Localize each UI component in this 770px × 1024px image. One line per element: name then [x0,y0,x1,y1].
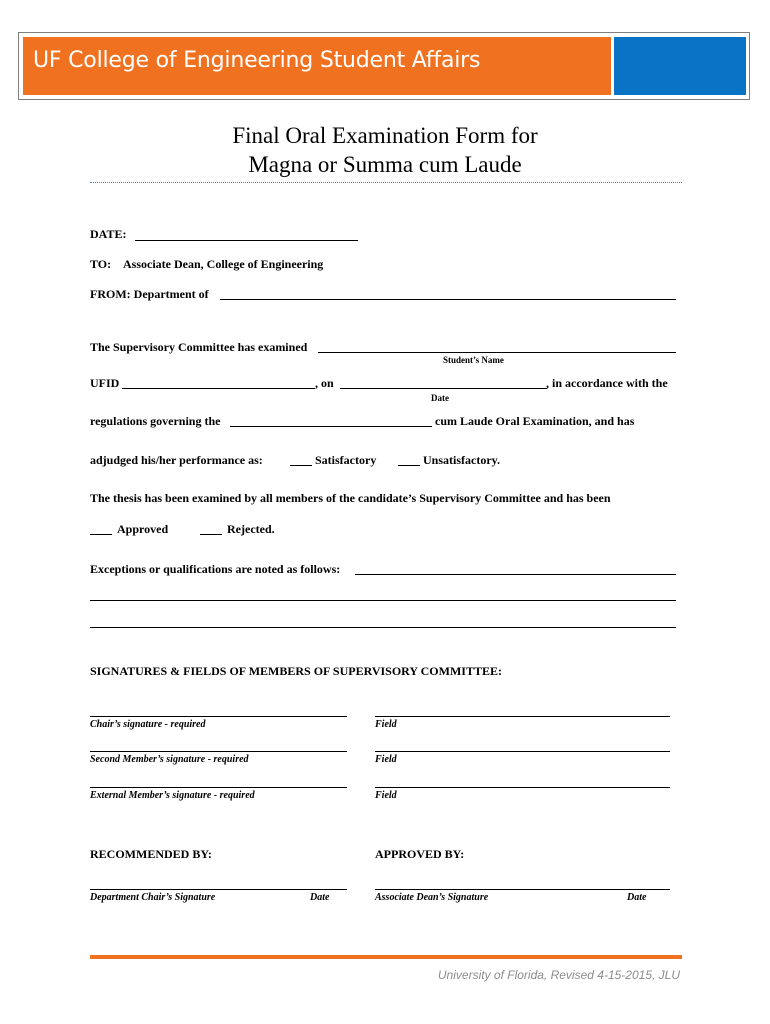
unsatisfactory-label: Unsatisfactory. [423,453,500,467]
exceptions-label: Exceptions or qualifications are noted as follows: [90,562,341,576]
header-banner-title: UF College of Engineering Student Affairs [33,48,481,73]
dept-chair-signature-caption: Department Chair’s Signature [90,892,216,903]
from-label: FROM: Department of [90,287,209,301]
second-member-signature-line[interactable] [90,751,347,752]
date-label: DATE: [90,227,127,241]
signatures-heading: SIGNATURES & FIELDS OF MEMBERS OF SUPERVISORY COMMITTEE: [90,664,502,678]
external-member-signature-line[interactable] [90,787,347,788]
external-member-field-line[interactable] [375,787,670,788]
adjudged-label: adjudged his/her performance as: [90,453,263,467]
department-field-line[interactable] [220,299,676,300]
form-title-line2: Magna or Summa cum Laude [248,152,522,177]
chair-signature-caption: Chair’s signature - required [90,719,206,730]
ufid-field-line[interactable] [122,388,315,389]
footer-divider [90,955,682,959]
footer-text: University of Florida, Revised 4-15-2015, JLU [437,968,680,982]
rejected-label: Rejected. [227,522,275,536]
to-value: Associate Dean, College of Engineering [123,257,324,271]
chair-signature-line[interactable] [90,716,347,717]
on-label: , on [315,376,334,390]
satisfactory-label: Satisfactory [315,453,377,467]
chair-field-caption: Field [375,719,397,730]
unsatisfactory-blank[interactable] [398,465,420,466]
student-name-field-line[interactable] [318,352,676,353]
ufid-label: UFID [90,376,120,390]
dept-chair-date-caption: Date [310,892,330,903]
recommended-by-label: RECOMMENDED BY: [90,847,212,861]
exceptions-field-line-1[interactable] [355,574,676,575]
cum-laude-label: cum Laude Oral Examination, and has [435,414,635,428]
chair-field-line[interactable] [375,716,670,717]
exceptions-field-line-3[interactable] [90,627,676,628]
student-name-caption: Student’s Name [443,355,504,365]
satisfactory-blank[interactable] [290,465,312,466]
exceptions-field-line-2[interactable] [90,600,676,601]
approved-by-label: APPROVED BY: [375,847,465,861]
exam-date-caption: Date [431,393,449,403]
header-banner-blue [614,37,746,95]
cum-laude-level-field-line[interactable] [230,426,432,427]
second-member-field-caption: Field [375,754,397,765]
assoc-dean-date-caption: Date [627,892,647,903]
approved-blank[interactable] [90,534,112,535]
second-member-field-line[interactable] [375,751,670,752]
assoc-dean-signature-caption: Associate Dean’s Signature [375,892,489,903]
external-member-field-caption: Field [375,790,397,801]
assoc-dean-signature-line[interactable] [375,889,670,890]
second-member-signature-caption: Second Member’s signature - required [90,754,249,765]
external-member-signature-caption: External Member’s signature - required [90,790,255,801]
thesis-statement: The thesis has been examined by all members of the candidate’s Supervisory Committee and has been [90,491,611,505]
approved-label: Approved [117,522,169,536]
exam-date-field-line[interactable] [340,388,547,389]
title-divider [90,182,682,183]
dept-chair-signature-line[interactable] [90,889,347,890]
to-label: TO: [90,257,112,271]
regulations-label: regulations governing the [90,414,221,428]
date-field-line[interactable] [135,240,358,241]
examined-label: The Supervisory Committee has examined [90,340,308,354]
accordance-label: , in accordance with the [546,376,668,390]
rejected-blank[interactable] [200,534,222,535]
form-title-line1: Final Oral Examination Form for [232,123,538,148]
